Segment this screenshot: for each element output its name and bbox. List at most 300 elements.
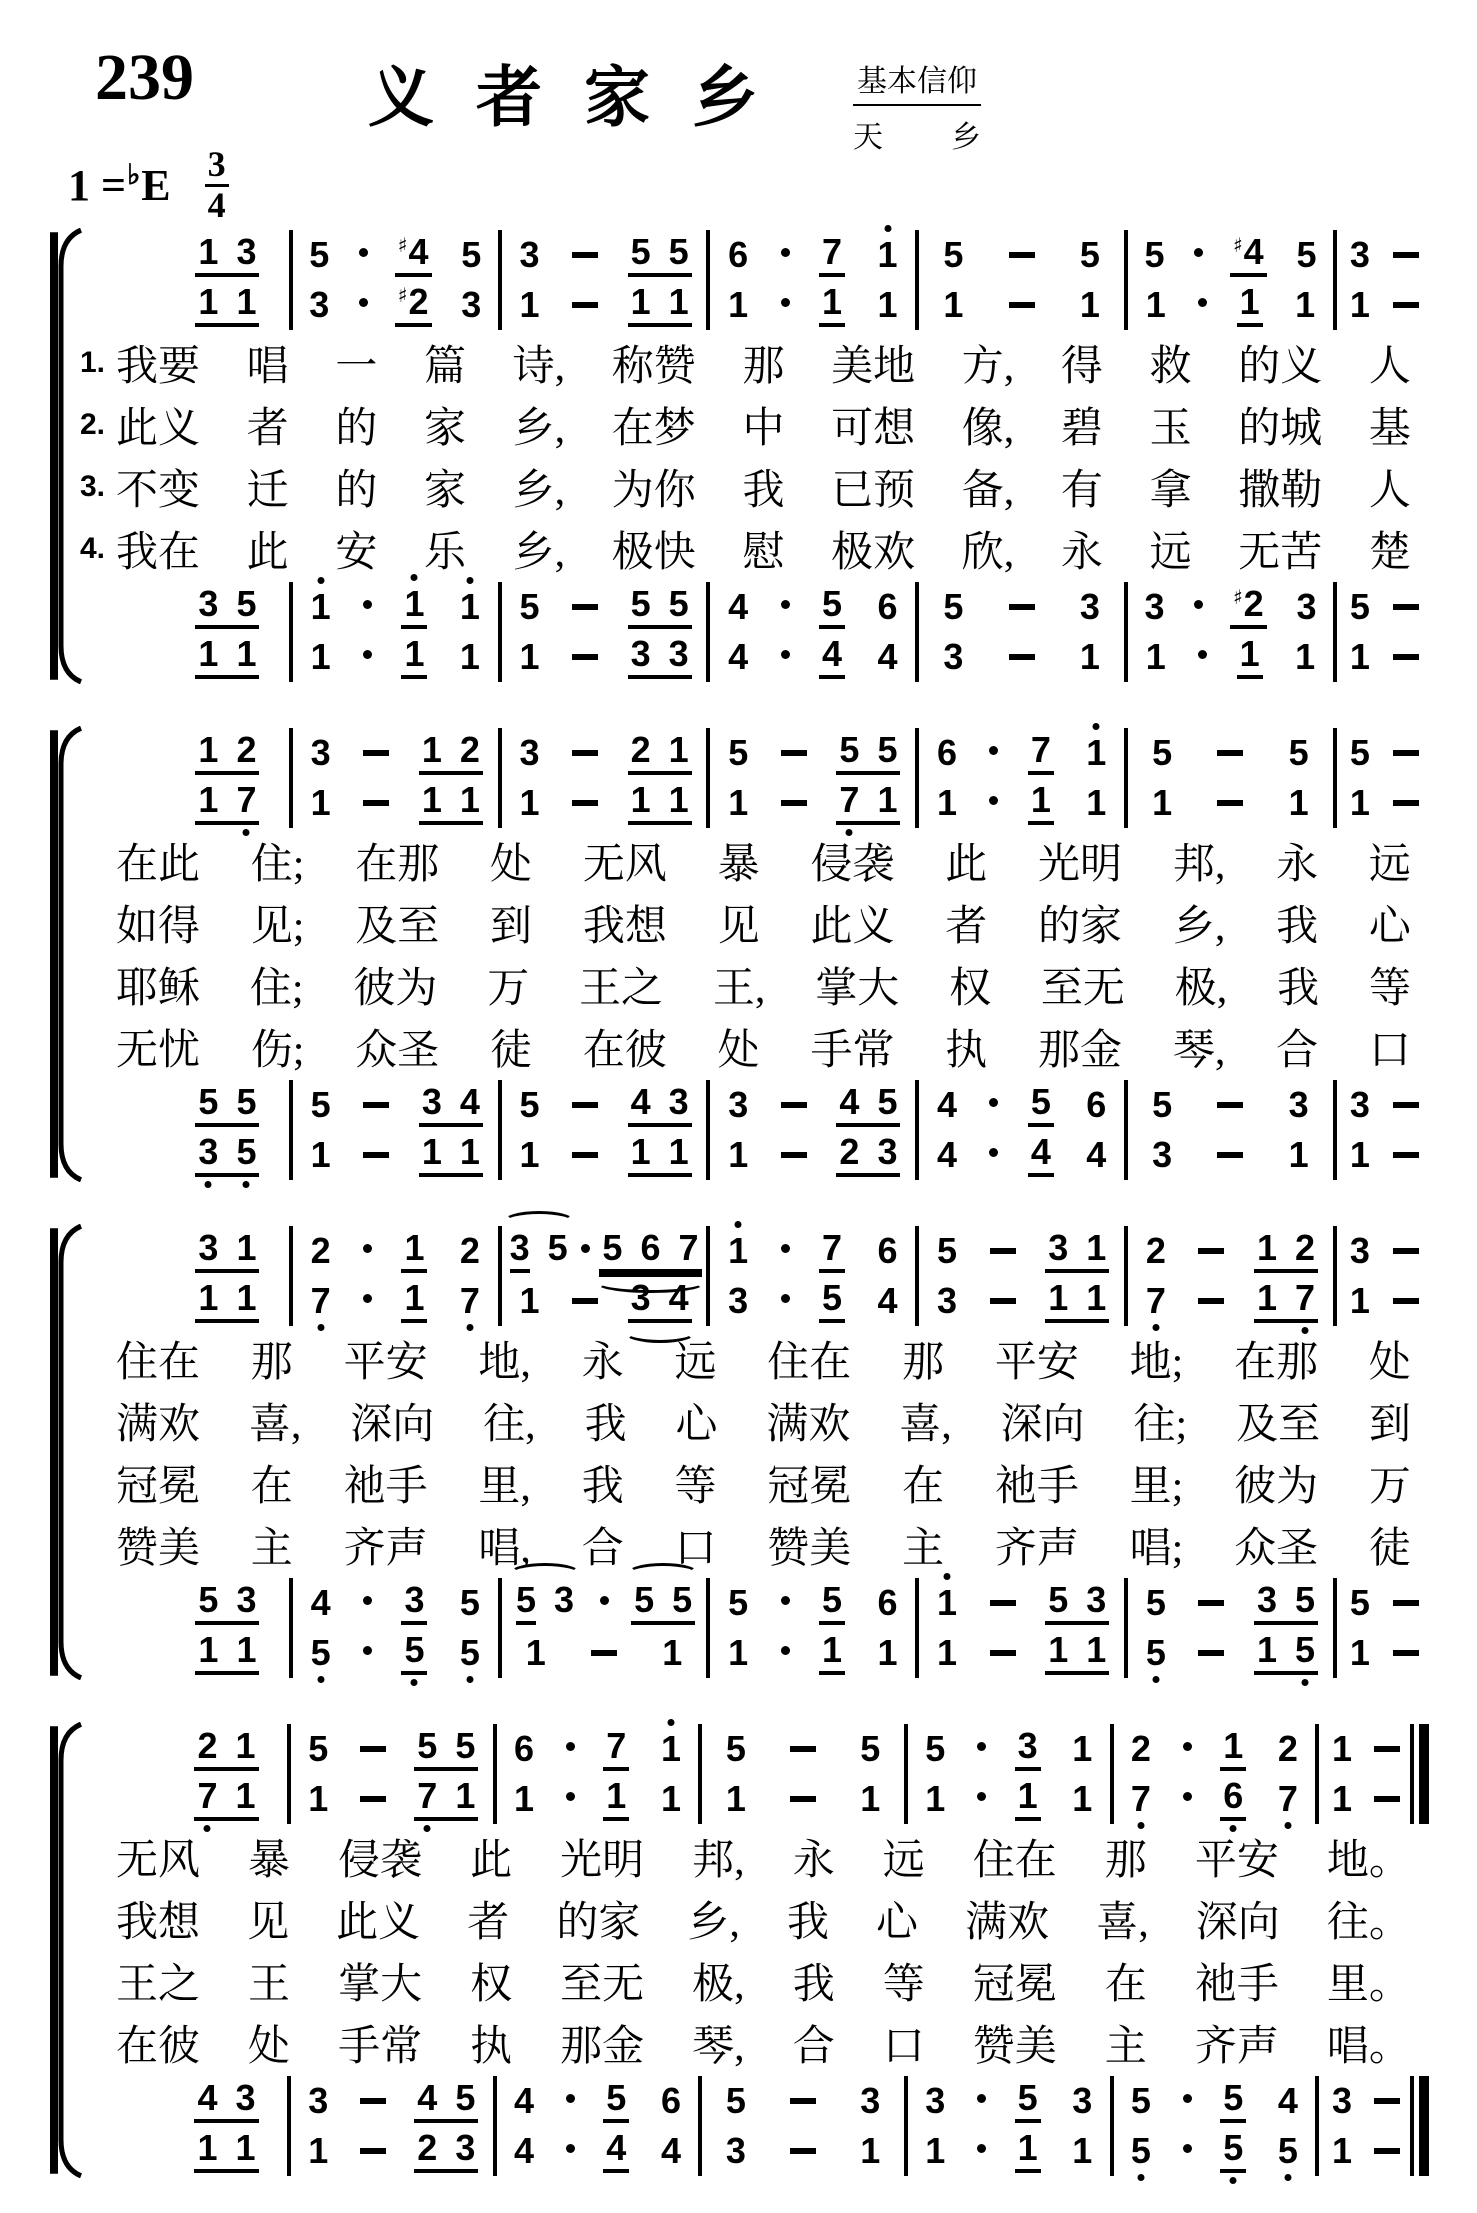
measure (710, 230, 915, 330)
tenor-line (1114, 2076, 1316, 2126)
note-number: 1 (198, 728, 219, 770)
note-number: 1 (1288, 782, 1309, 823)
lyric-syllable: 往。 (1326, 1900, 1411, 1946)
note-number: 5 (1349, 586, 1370, 627)
flat-icon: ♭ (127, 159, 141, 191)
system-content (84, 726, 1437, 1182)
alto-line (710, 280, 915, 330)
note-number: 3 (236, 1578, 257, 1620)
note-group (1347, 1632, 1373, 1673)
note-number: 4 (630, 1080, 651, 1122)
note-number: 1 (310, 636, 331, 677)
duration-dash (572, 800, 598, 806)
note (1086, 1578, 1107, 1620)
measure (166, 1724, 287, 1824)
note (877, 234, 898, 275)
note (1017, 1724, 1038, 1766)
octave-dot-high-icon (884, 225, 891, 232)
note (525, 1632, 546, 1673)
note-group (1347, 1582, 1373, 1623)
note-group (603, 2076, 629, 2123)
lyric-syllable: 暴 (248, 1838, 291, 1884)
note-group (1347, 782, 1373, 823)
lyric-syllable: 者 (467, 1900, 510, 1946)
note (236, 1578, 257, 1620)
note-group (836, 1130, 900, 1177)
lyric-syllable: 处 (1368, 1340, 1411, 1386)
augmentation-dot (1183, 1792, 1192, 1801)
note-number: 5 (822, 1276, 843, 1318)
note-number: 3 (877, 1130, 898, 1172)
note-number: 1 (668, 280, 689, 322)
note-number: 4 (660, 2130, 681, 2171)
lyric-syllable: 彼为 (353, 966, 438, 1012)
lyric-syllable: 在 (250, 1464, 293, 1510)
note-number: 5 (1295, 1578, 1316, 1620)
note-number: 3 (1144, 586, 1165, 627)
note-number: 1 (310, 1134, 331, 1175)
notation-pair (88, 728, 1437, 828)
note-group (1347, 636, 1373, 677)
note (937, 1230, 958, 1271)
note (1331, 2080, 1352, 2121)
note-number: 3 (309, 284, 330, 325)
note (937, 1632, 958, 1673)
note-number: 4 (197, 2076, 218, 2118)
note-number: 5 (1295, 1628, 1316, 1670)
measure (919, 728, 1124, 828)
note (198, 1130, 219, 1172)
note (1145, 1230, 1166, 1271)
note-number: 1 (1086, 1226, 1107, 1268)
lyric-syllable: 极欢 (831, 530, 916, 576)
augmentation-dot (566, 2094, 575, 2103)
bass-line (1128, 632, 1333, 682)
note-group (395, 230, 432, 277)
measure (293, 1226, 498, 1326)
lyric-syllable: 此义 (116, 406, 201, 452)
alto-line (1337, 778, 1429, 828)
note (877, 1280, 898, 1321)
note (630, 582, 651, 624)
note (728, 234, 749, 275)
lyric-syllable: 我 (786, 1900, 829, 1946)
duration-dash (1374, 1746, 1400, 1752)
measure (710, 1578, 915, 1678)
note (421, 728, 442, 770)
measure (1128, 582, 1333, 682)
duration-dash (363, 750, 389, 756)
lyric-syllable: 篇 (423, 344, 466, 390)
lyric-syllable: 人 (1368, 468, 1411, 514)
note-group (1230, 582, 1267, 629)
note-group (1275, 2130, 1301, 2171)
note-number: 5 (839, 728, 860, 770)
note-number: 5 (1288, 732, 1309, 773)
measure (702, 2076, 904, 2176)
note-group (195, 728, 259, 775)
note-number: 5 (455, 1724, 476, 1766)
bass-line (166, 632, 289, 682)
note-number: 5 (943, 234, 964, 275)
duration-dash (1217, 800, 1243, 806)
note-number: 3 (1349, 234, 1370, 275)
lyric-syllable: 的家 (1038, 904, 1123, 950)
alto-line (1337, 280, 1429, 330)
note-number: 1 (404, 632, 425, 674)
note-group (401, 582, 427, 629)
note-number: 1 (455, 1774, 476, 1816)
tenor-line (919, 582, 1124, 632)
note-group (507, 1226, 571, 1273)
duration-dash (1217, 750, 1243, 756)
note-group (419, 728, 483, 775)
notation-pair (88, 1080, 1437, 1180)
lyric-syllable: 远 (1149, 530, 1192, 576)
note (310, 782, 331, 823)
augmentation-dot (781, 298, 790, 307)
notation-pair (88, 230, 1437, 330)
note (198, 778, 219, 820)
lyric-syllable: 齐声 (994, 1526, 1079, 1572)
note (513, 2080, 534, 2121)
lyric-syllable: 到 (1368, 1402, 1411, 1448)
note-group (308, 782, 334, 823)
category-label: 基本信仰 (853, 56, 981, 106)
lyric-syllable: 此 (945, 842, 988, 888)
tenor-line (166, 1578, 289, 1628)
note-group (1329, 1728, 1355, 1769)
note (1331, 1778, 1352, 1819)
note (630, 1130, 651, 1172)
measure (166, 728, 289, 828)
duration-dash (1393, 302, 1419, 308)
octave-dot-high-icon (411, 574, 418, 581)
duration-dash (572, 1102, 598, 1108)
lyric-syllable: 赞美 (116, 1526, 201, 1572)
note-number: 1 (662, 1632, 683, 1673)
lyric-syllable: 掌大 (338, 1962, 423, 2008)
note-number: 1 (1223, 1724, 1244, 1766)
note-number: 5 (236, 582, 257, 624)
note-group (628, 632, 692, 679)
note (236, 1130, 257, 1172)
note-number: 1 (1086, 782, 1107, 823)
augmentation-dot (1198, 298, 1207, 307)
note-number: 3 (310, 732, 331, 773)
note-group (1028, 778, 1054, 825)
note-group (305, 2130, 331, 2171)
verse-number: 4. (80, 532, 106, 565)
note-number: 3 (519, 732, 540, 773)
note-number: 2 (630, 728, 651, 770)
slur-arc-icon (627, 1563, 699, 1584)
note (1145, 1280, 1166, 1321)
lyric-line (88, 1950, 1437, 2012)
augmentation-dot (363, 1244, 372, 1253)
lyric-syllable: 在梦 (611, 406, 696, 452)
note-number: 5 (1152, 732, 1173, 773)
note-group (306, 234, 332, 275)
measure (710, 728, 915, 828)
note-number: 1 (822, 280, 843, 322)
lyric-syllable: 住在 (972, 1838, 1057, 1884)
alto-line (166, 280, 289, 330)
lyric-syllable: 无风 (116, 1838, 201, 1884)
note-group (457, 1230, 483, 1271)
duration-dash (990, 1248, 1016, 1254)
note (519, 1134, 540, 1175)
lyric-syllable: 无苦 (1238, 530, 1323, 576)
note-number: 3 (728, 1084, 749, 1125)
lyric-syllable: 玉 (1149, 406, 1192, 452)
note-group (857, 1728, 883, 1769)
note-group (875, 586, 901, 627)
note (1277, 1778, 1298, 1819)
note (630, 1080, 651, 1122)
note-group (631, 1578, 695, 1625)
note (197, 1724, 218, 1766)
alto-line (710, 1276, 915, 1326)
sharp-icon: ♯ (397, 232, 408, 257)
note (822, 582, 843, 624)
note (519, 234, 540, 275)
bass-line (1128, 1130, 1333, 1180)
note (235, 2126, 256, 2168)
lyric-syllable: 地。 (1326, 1838, 1411, 1884)
lyric-syllable: 唱 (246, 344, 289, 390)
tenor-line (502, 1080, 707, 1130)
note (1257, 1276, 1278, 1318)
lyric-syllable: 在彼 (582, 1028, 667, 1074)
note-number: 5 (877, 1080, 898, 1122)
note-number: 4 (417, 2076, 438, 2118)
note-number: 5 (630, 230, 651, 272)
note (1152, 782, 1173, 823)
note-group (419, 1080, 483, 1127)
lyric-syllable: 乐 (423, 530, 466, 576)
lyric-syllable: 家 (423, 468, 466, 514)
note-number: 6 (640, 1226, 661, 1268)
note-number: 6 (1086, 1084, 1107, 1125)
note-number: 5 (404, 1628, 425, 1670)
measure (166, 230, 289, 330)
note (404, 582, 425, 624)
augmentation-dot (781, 650, 790, 659)
note (1349, 636, 1370, 677)
bass-line (502, 632, 707, 682)
note (421, 1130, 442, 1172)
final-barline (1410, 2076, 1429, 2176)
note-group (1220, 2126, 1246, 2173)
bass-line (291, 2126, 493, 2176)
note (728, 284, 749, 325)
soprano-line (1128, 1226, 1333, 1276)
tenor-line (497, 2076, 699, 2126)
note (634, 1578, 655, 1620)
note (668, 582, 689, 624)
lyric-syllable: 住; (249, 966, 304, 1012)
note-group (1077, 636, 1103, 677)
lyric-syllable: 此 (470, 1838, 513, 1884)
note (1257, 1226, 1278, 1268)
note-group (195, 1628, 259, 1675)
soprano-line (1337, 230, 1429, 280)
note-group (922, 2080, 948, 2121)
duration-dash (790, 2148, 816, 2154)
note (1295, 1226, 1316, 1268)
augmentation-dot (989, 746, 998, 755)
measure (502, 1226, 707, 1326)
note-group (1045, 1578, 1109, 1625)
note (553, 1578, 574, 1620)
duration-dash (363, 1102, 389, 1108)
note-group (516, 586, 542, 627)
note-group (603, 1724, 629, 1771)
note-number: 5 (668, 230, 689, 272)
note-number: 5 (630, 582, 651, 624)
note-group (819, 280, 845, 327)
alto-line (919, 778, 1124, 828)
note (198, 280, 219, 322)
note-group (458, 284, 484, 325)
soprano-line (710, 230, 915, 280)
soprano-line (1337, 1226, 1429, 1276)
note (630, 728, 651, 770)
note-number: 3 (725, 2130, 746, 2171)
soprano-line (293, 728, 498, 778)
tenor-line (166, 2076, 287, 2126)
measure (919, 1226, 1124, 1326)
lyric-syllable: 像, (961, 406, 1015, 452)
lyric-syllable: 众圣 (355, 1028, 440, 1074)
note-number: 1 (310, 586, 331, 627)
note-number: 1 (235, 1724, 256, 1766)
lyric-syllable: 处 (717, 1028, 760, 1074)
soprano-line (1114, 1724, 1316, 1774)
note (404, 1226, 425, 1268)
note (310, 1230, 331, 1271)
note (310, 586, 331, 627)
measure (710, 1226, 915, 1326)
augmentation-dot (363, 650, 372, 659)
lyric-syllable: 我想 (582, 904, 667, 950)
note (1288, 782, 1309, 823)
note-number: 4 (1277, 2080, 1298, 2121)
note-number: 7 (1277, 1778, 1298, 1819)
note-number: 7 (822, 230, 843, 272)
duration-dash (572, 604, 598, 610)
note (630, 230, 651, 272)
note-group (599, 1226, 701, 1273)
note (455, 2076, 476, 2118)
note-group (308, 732, 334, 773)
augmentation-dot (781, 1244, 790, 1253)
note-number: 5 (417, 1724, 438, 1766)
alto-line (166, 778, 289, 828)
note (925, 2080, 946, 2121)
subcategory-left: 天 (853, 121, 883, 154)
alto-line (166, 1276, 289, 1326)
note (310, 1280, 331, 1321)
note-number: 6 (877, 586, 898, 627)
note-group (1329, 2080, 1355, 2121)
note-number: 2 (459, 728, 480, 770)
alto-line (1128, 280, 1333, 330)
note-number: 1 (630, 280, 651, 322)
note (1295, 284, 1316, 325)
note-group (940, 636, 966, 677)
notation-pair (88, 2076, 1437, 2176)
note-number: 1 (1239, 632, 1260, 674)
note (877, 1130, 898, 1172)
note-number: 3 (668, 632, 689, 674)
lyric-syllable: 满欢 (965, 1900, 1050, 1946)
lyric-syllable: 基 (1368, 406, 1411, 452)
time-denominator: 4 (207, 184, 226, 225)
note (606, 2126, 627, 2168)
lyric-syllable: 平安 (1194, 1838, 1279, 1884)
note (839, 778, 860, 820)
lyric-syllable: 口 (1368, 1028, 1411, 1074)
note-number: 3 (1079, 586, 1100, 627)
note-group (922, 1778, 948, 1819)
note-group (1015, 2076, 1041, 2123)
note-number: 5 (937, 1230, 958, 1271)
note-group (725, 1632, 751, 1673)
note-group (195, 778, 259, 825)
note-number: 1 (198, 632, 219, 674)
soprano-line (502, 1226, 707, 1276)
note-number: 2 (1277, 1728, 1298, 1769)
note-number: 5 (1145, 1632, 1166, 1673)
note-number: 7 (822, 1226, 843, 1268)
system (48, 228, 1437, 684)
note-group (305, 1778, 331, 1819)
tenor-line (1128, 582, 1333, 632)
lyric-syllable: 得 (1060, 344, 1103, 390)
note-number: 3 (455, 2126, 476, 2168)
note-number: 1 (877, 284, 898, 325)
note-number: 2 (839, 1130, 860, 1172)
note-group (603, 1774, 629, 1821)
lyric-syllable: 往, (483, 1402, 536, 1448)
lyric-syllable: 住在 (767, 1340, 852, 1386)
note-group (195, 632, 259, 679)
note-number: 5 (515, 1578, 536, 1620)
lyric-syllable: 在此 (116, 842, 201, 888)
note-number: 5 (309, 234, 330, 275)
lyric-syllable: 合 (581, 1526, 624, 1572)
lyric-syllable: 地, (478, 1340, 531, 1386)
note (1086, 1226, 1107, 1268)
note (640, 1226, 661, 1268)
duration-dash (790, 2098, 816, 2104)
note (197, 1774, 218, 1816)
system-bracket-icon (48, 228, 84, 684)
note-group (659, 1632, 685, 1673)
duration-dash (363, 800, 389, 806)
note (668, 728, 689, 770)
note (725, 2080, 746, 2121)
measure (1114, 1724, 1316, 1824)
note-number: 1 (877, 778, 898, 820)
note (877, 1080, 898, 1122)
augmentation-dot (977, 1792, 986, 1801)
note (877, 636, 898, 677)
duration-dash (781, 800, 807, 806)
note-group (1069, 1778, 1095, 1819)
